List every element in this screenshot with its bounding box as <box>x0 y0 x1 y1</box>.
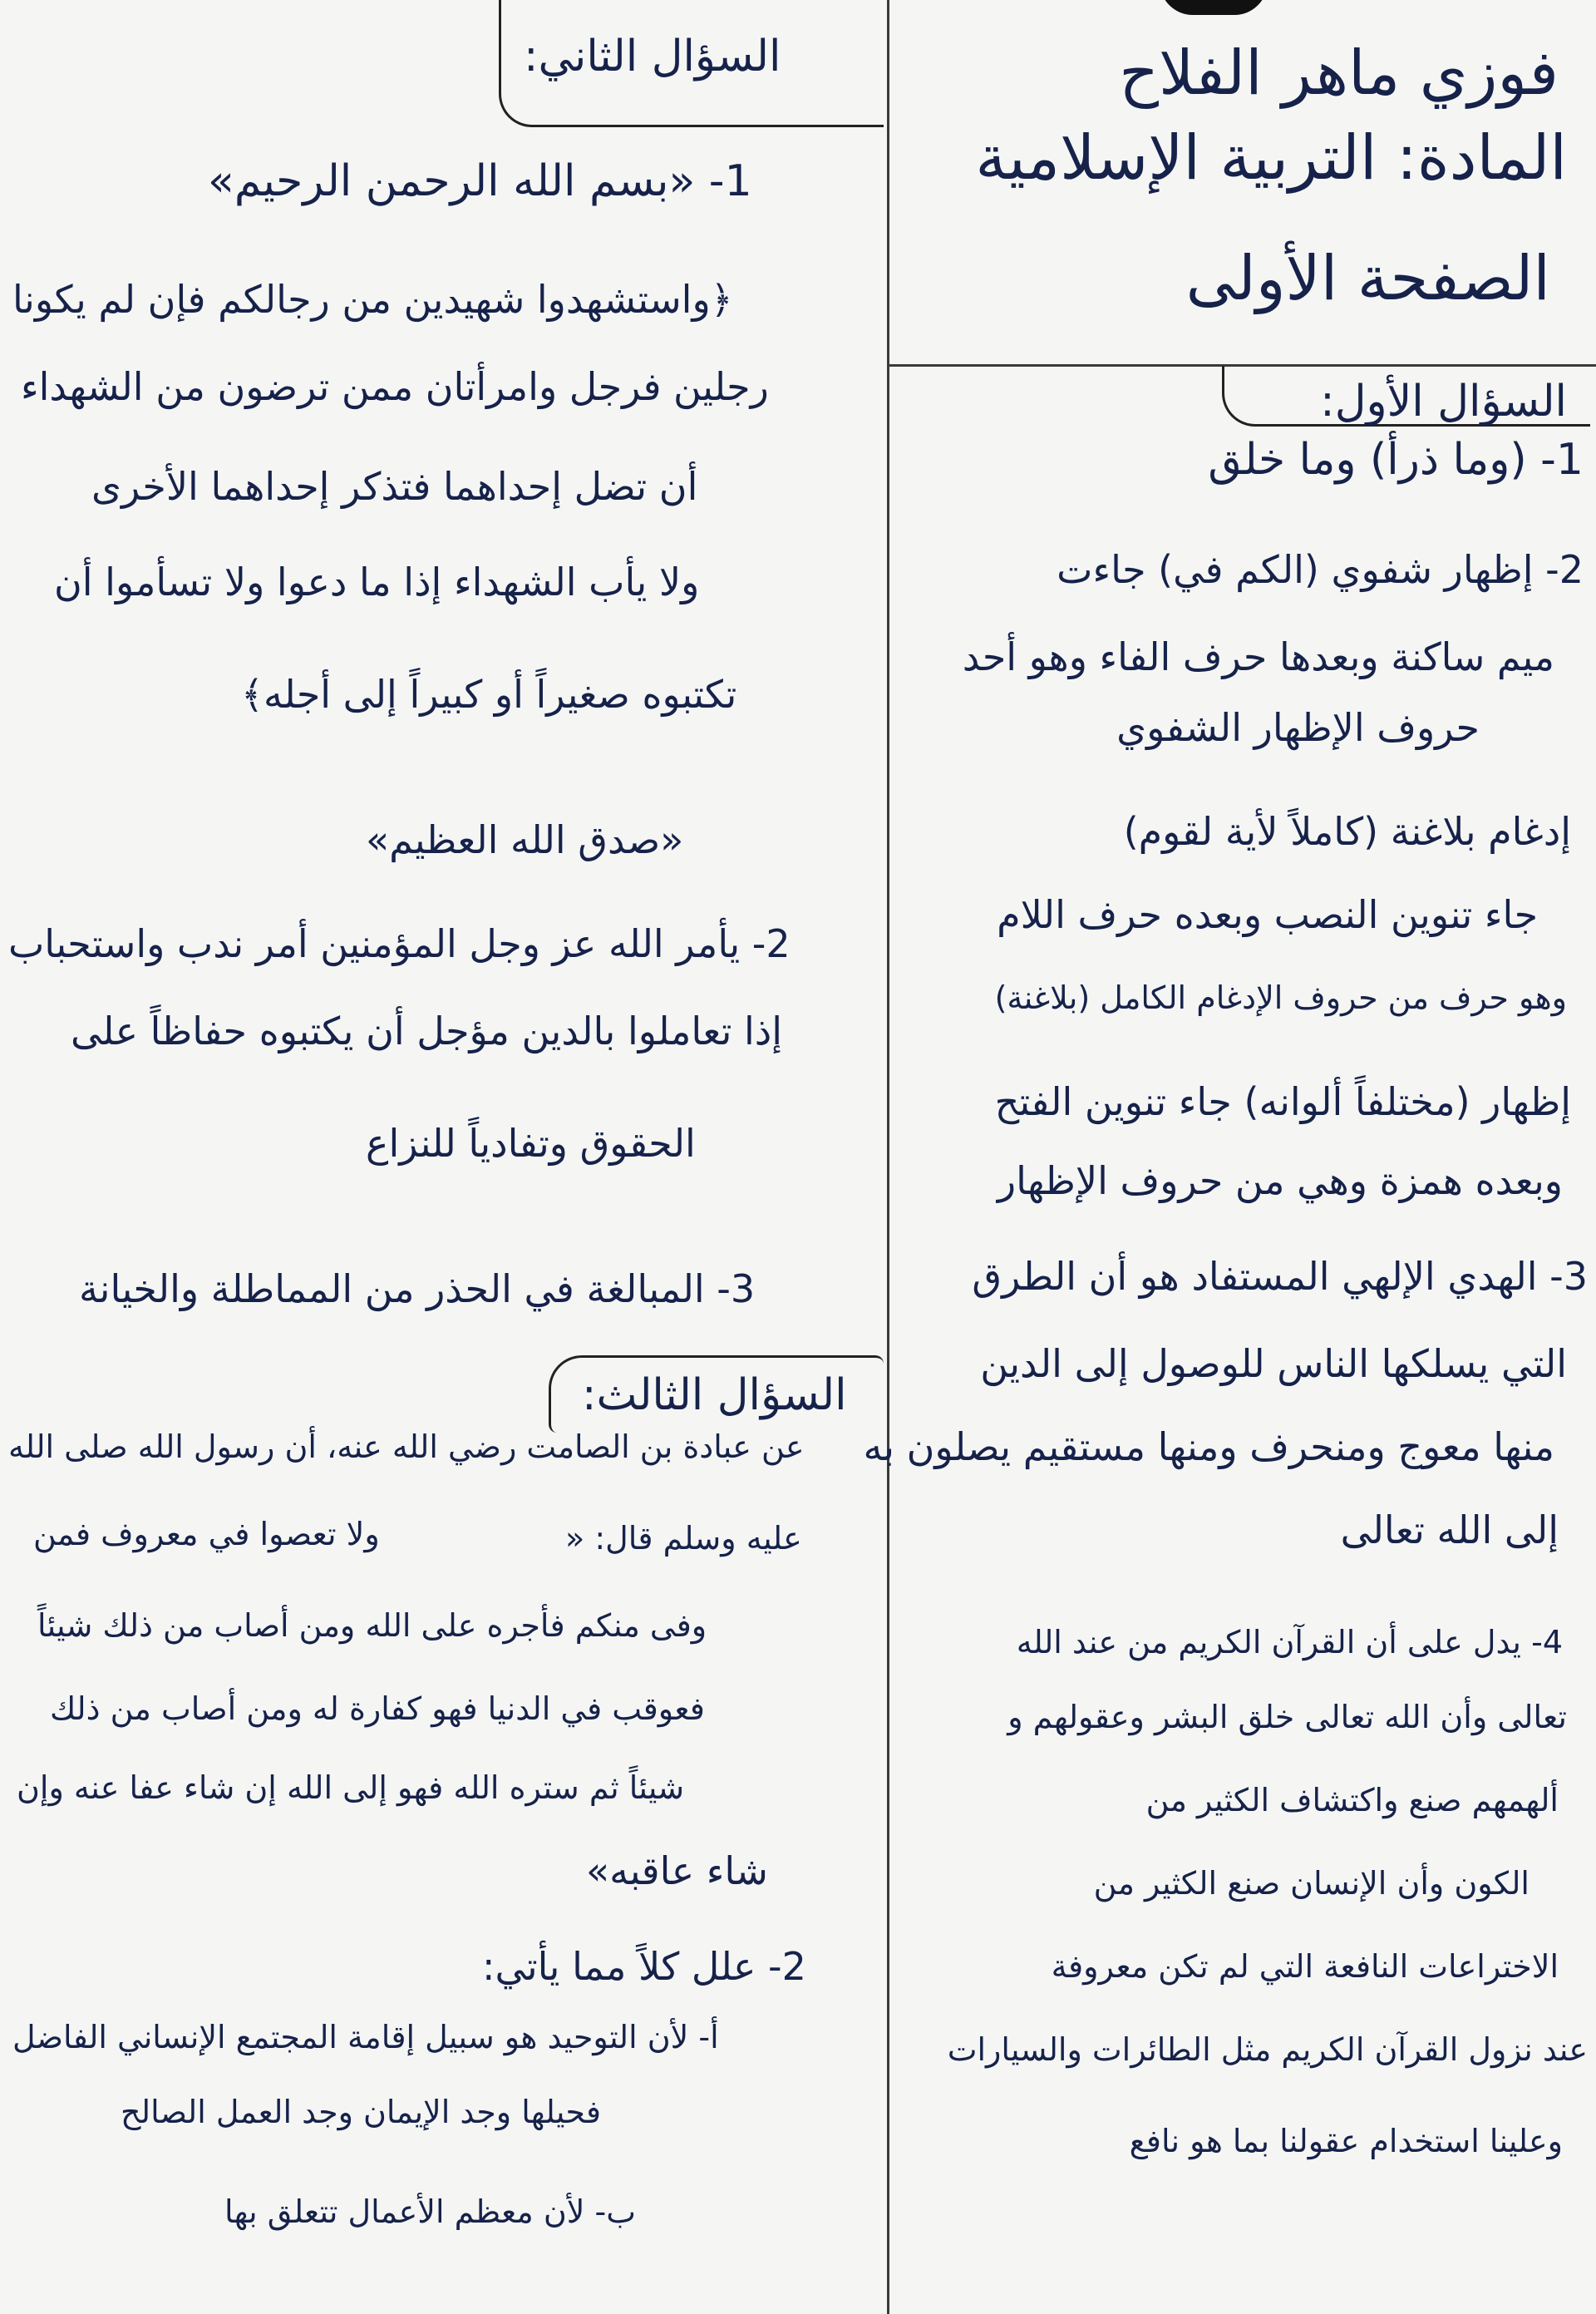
q1-answer-4d: الكون وأن الإنسان صنع الكثير من <box>1093 1865 1530 1902</box>
q1-answer-3a: 3- الهدي الإلهي المستفاد هو أن الطرق <box>972 1254 1588 1299</box>
q3-answer-2a: أ- لأن التوحيد هو سبيل إقامة المجتمع الإنساني الفاضل <box>12 2019 719 2055</box>
hadith-line-6: شاء عاقبه» <box>586 1848 768 1893</box>
hadith-line-1: عن عبادة بن الصامت رضي الله عنه، أن رسول الله صلى الله <box>8 1428 805 1465</box>
hadith-line-3: وفى منكم فأجره على الله ومن أصاب من ذلك شيئاً <box>37 1607 707 1644</box>
q3-answer-2: 2- علل كلاً مما يأتي: <box>482 1944 806 1989</box>
q1-answer-2a: 2- إظهار شفوي (الكم في) جاءت <box>1057 547 1584 592</box>
hadith-line-4: فعوقب في الدنيا فهو كفارة له ومن أصاب من ذلك <box>50 1690 705 1727</box>
hadith-line-2: عليه وسلم قال: « <box>565 1520 802 1557</box>
verse-line-1: ﴿واستشهدوا شهيدين من رجالكم فإن لم يكونا <box>12 277 733 322</box>
subject-line: المادة: التربية الإسلامية <box>975 122 1567 194</box>
q1-answer-3b: التي يسلكها الناس للوصول إلى الدين <box>980 1341 1567 1386</box>
q3-answer-2b: ب- لأن معظم الأعمال تتعلق بها <box>224 2193 636 2230</box>
q1-answer-4c: ألهمهم صنع واكتشاف الكثير من <box>1145 1782 1559 1818</box>
q2-answer-2b: إذا تعاملوا بالدين مؤجل أن يكتبوه حفاظاً على <box>71 1009 783 1053</box>
verse-line-2: رجلين فرجل وامرأتان ممن ترضون من الشهداء <box>21 364 769 409</box>
ink-blot <box>1160 0 1268 15</box>
q1-answer-1: 1- (وما ذرأ) وما خلق <box>1208 435 1584 485</box>
q3-answer-2a-cont: فحيلها وجد الإيمان وجد العمل الصالح <box>121 2094 602 2130</box>
q1-answer-2b: ميم ساكنة وبعدها حرف الفاء وهو أحد <box>962 634 1554 679</box>
hadith-line-2b: ولا تعصوا في معروف فمن <box>33 1516 380 1552</box>
verse-line-5: تكتبوه صغيراً أو كبيراً إلى أجله﴾ <box>241 672 737 717</box>
verse-closing: «صدق الله العظيم» <box>366 817 684 862</box>
q1-answer-4b: تعالى وأن الله تعالى خلق البشر وعقولهم و <box>1007 1699 1567 1735</box>
student-name: فوزي ماهر الفلاح <box>1119 37 1559 109</box>
hadith-line-5: شيئاً ثم ستره الله فهو إلى الله إن شاء عفا عنه وإن <box>17 1769 685 1806</box>
q1-answer-4g: وعلينا استخدام عقولنا بما هو نافع <box>1129 2123 1563 2159</box>
q2-title: السؤال الثاني: <box>524 32 781 81</box>
page-label: الصفحة الأولى <box>1185 243 1550 314</box>
q1-answer-4f: عند نزول القرآن الكريم مثل الطائرات والسيارات <box>947 2031 1588 2068</box>
q1-answer-2e: جاء تنوين النصب وبعده حرف اللام <box>997 892 1538 937</box>
q1-answer-2g: إظهار (مختلفاً ألوانه) جاء تنوين الفتح <box>994 1079 1571 1124</box>
verse-line-4: ولا يأب الشهداء إذا ما دعوا ولا تسأموا أن <box>54 560 700 604</box>
q2-answer-2a: 2- يأمر الله عز وجل المؤمنين أمر ندب واستحباب <box>8 921 791 966</box>
q2-answer-2c: الحقوق وتفادياً للنزاع <box>366 1121 696 1166</box>
q1-answer-2d: إدغام بلاغنة (كاملاً لأية لقوم) <box>1123 809 1571 854</box>
q1-title: السؤال الأول: <box>1320 377 1567 427</box>
q1-answer-4e: الاختراعات النافعة التي لم تكن معروفة <box>1051 1948 1559 1985</box>
column-divider <box>887 0 889 2314</box>
q2-answer-1: 1- «بسم الله الرحمن الرحيم» <box>208 156 752 206</box>
q3-title: السؤال الثالث: <box>582 1370 847 1420</box>
q1-answer-2f: وهو حرف من حروف الإدغام الكامل (بلاغنة) <box>994 979 1567 1016</box>
q1-answer-2h: وبعده همزة وهي من حروف الإظهار <box>997 1158 1563 1203</box>
verse-line-3: أن تضل إحداهما فتذكر إحداهما الأخرى <box>91 464 698 509</box>
q1-answer-3d: إلى الله تعالى <box>1340 1507 1559 1552</box>
q1-answer-4a: 4- يدل على أن القرآن الكريم من عند الله <box>1016 1624 1563 1660</box>
q1-answer-3c: منها معوج ومنحرف ومنها مستقيم يصلون به <box>863 1424 1554 1469</box>
q2-answer-3: 3- المبالغة في الحذر من المماطلة والخيانة <box>79 1266 756 1311</box>
q1-answer-2c: حروف الإظهار الشفوي <box>1116 705 1480 750</box>
